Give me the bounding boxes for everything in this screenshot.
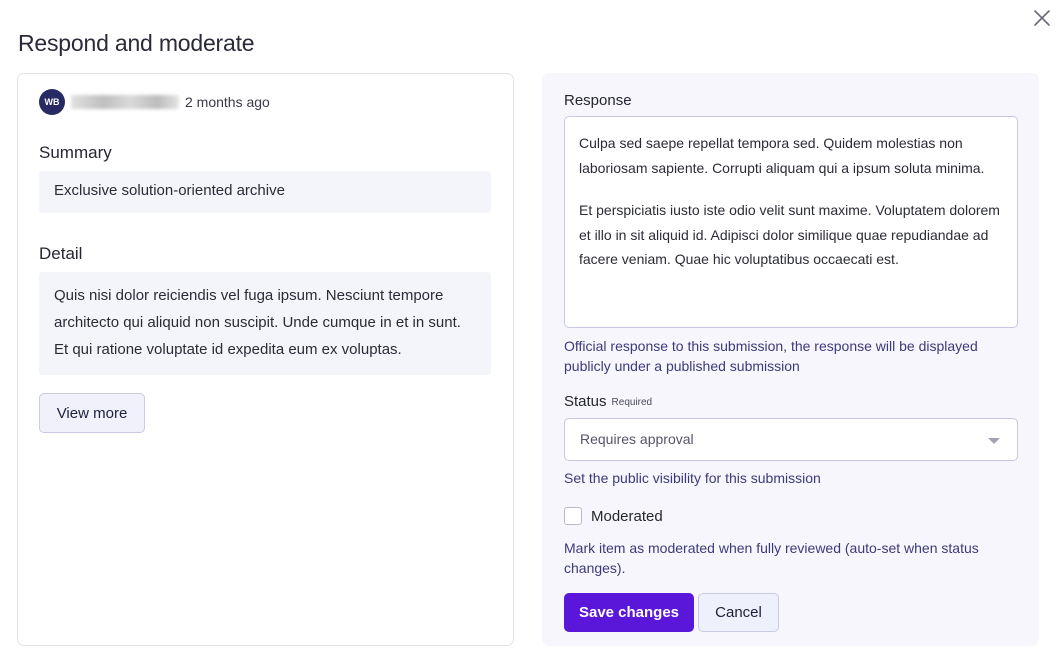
response-label: Response [564, 92, 632, 109]
status-label-text: Status [564, 393, 607, 410]
moderated-checkbox-row [564, 507, 663, 525]
summary-label: Summary [39, 143, 112, 162]
response-textarea[interactable] [564, 116, 1018, 328]
detail-text: Quis nisi dolor reiciendis vel fuga ipsum. Nesciunt tempore architecto qui aliquid non suscipit. Unde cumque in et in sunt. Et qui ratione voluptate id expedita eum ex voluptas. [39, 272, 491, 375]
required-badge: Required [611, 397, 653, 408]
response-paragraph: Et perspiciatis iusto iste odio velit sunt maxime. Voluptatem dolorem et illo in sit aliquid id. Adipisci dolor similique quae repudiandae ad facere veniam. Quae hic voluptatibus occaecati est. [579, 202, 1000, 267]
response-paragraph: Culpa sed saepe repellat tempora sed. Quidem molestias non laboriosam sapiente. Corrupti aliquam qui a ipsum soluta minima. [579, 135, 985, 176]
author-row [39, 89, 270, 115]
moderated-checkbox[interactable] [564, 507, 582, 525]
moderated-label[interactable]: Moderated [591, 507, 663, 525]
submission-panel [17, 73, 514, 646]
view-more-button[interactable]: View more [39, 393, 145, 433]
avatar: WB [39, 89, 65, 115]
status-select[interactable] [564, 418, 1018, 461]
submission-time: 2 months ago [185, 94, 270, 110]
close-icon [1030, 6, 1054, 30]
author-name-redacted [71, 95, 179, 109]
response-help-text: Official response to this submission, the response will be displayed publicly under a published submission [564, 338, 978, 374]
detail-label: Detail [39, 244, 83, 263]
moderated-help-text: Mark item as moderated when fully reviewed (auto-set when status changes). [564, 540, 979, 576]
chevron-down-icon [988, 438, 1000, 444]
status-selected-value: Requires approval [580, 431, 694, 447]
cancel-button[interactable]: Cancel [698, 593, 779, 632]
moderation-form [542, 73, 1039, 646]
dialog-title: Respond and moderate [18, 30, 255, 56]
save-changes-button[interactable]: Save changes [564, 593, 694, 632]
close-button[interactable] [1030, 6, 1054, 30]
status-label [564, 393, 652, 410]
summary-text: Exclusive solution-oriented archive [39, 171, 491, 213]
status-help-text: Set the public visibility for this submission [564, 470, 821, 486]
